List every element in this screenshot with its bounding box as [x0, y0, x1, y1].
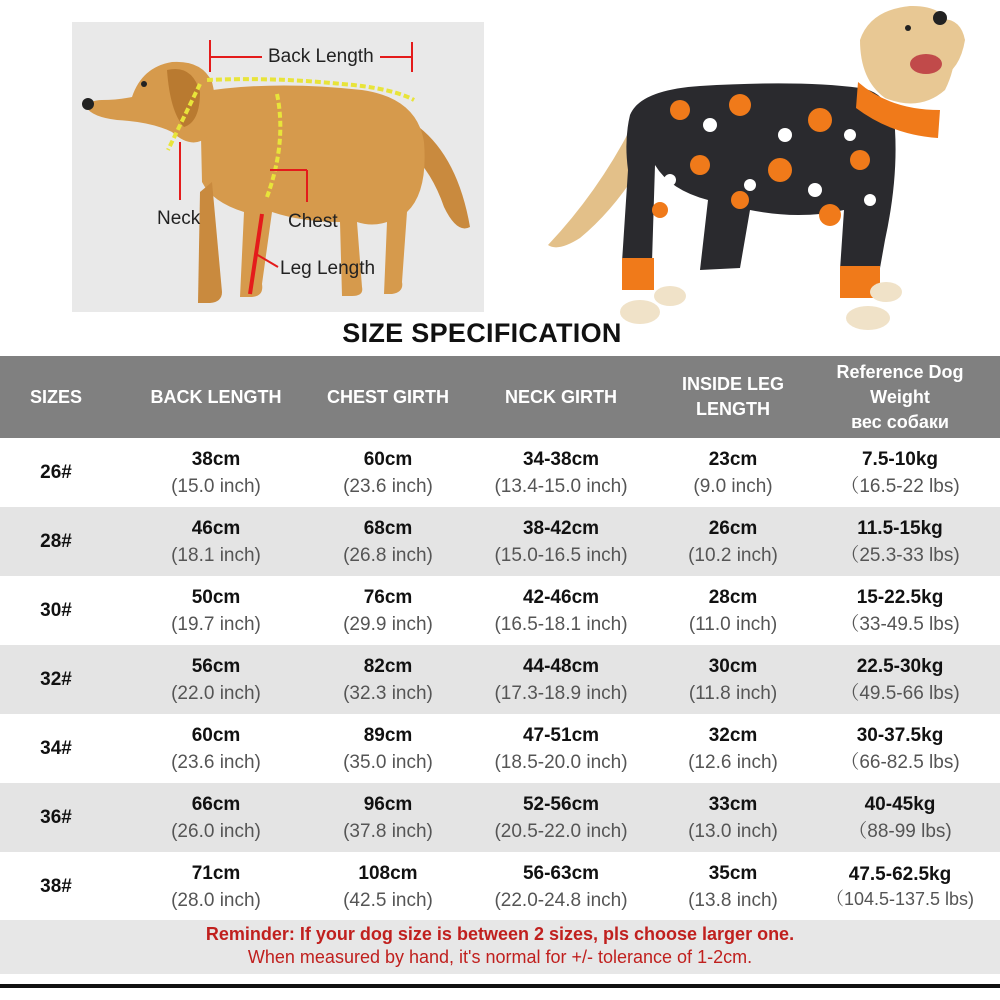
leg-cm: 35cm	[708, 862, 758, 884]
chest-cm: 68cm	[363, 517, 413, 539]
weight-lbs: （88-99 lbs)	[848, 820, 952, 842]
header-weight-line1: Reference Dog	[836, 361, 964, 382]
weight-kg: 22.5-30kg	[856, 655, 944, 677]
back-inch: (15.0 inch)	[171, 475, 261, 497]
back-cm: 71cm	[191, 862, 241, 884]
table-row	[0, 714, 1000, 783]
chest-inch: (32.3 inch)	[343, 682, 433, 704]
reminder-size-note: Reminder: If your dog size is between 2 sizes, pls choose larger one.	[205, 924, 795, 944]
reminder-box	[0, 920, 1000, 974]
chest-girth-cell	[320, 438, 456, 507]
size-cell: 36#	[0, 783, 112, 852]
weight-cell	[800, 576, 1000, 645]
header-reference-weight	[800, 356, 1000, 438]
neck-girth-cell	[456, 507, 666, 576]
neck-cm: 52-56cm	[522, 793, 600, 815]
leg-inch: (11.8 inch)	[688, 682, 778, 704]
neck-inch: (16.5-18.1 inch)	[494, 613, 628, 635]
leg-length-label: Leg Length	[280, 258, 376, 279]
size-specification-title: SIZE SPECIFICATION	[342, 318, 622, 348]
leg-length-cell	[666, 714, 800, 783]
back-length-cell	[112, 576, 320, 645]
table-row	[0, 783, 1000, 852]
weight-cell	[800, 852, 1000, 921]
leg-length-cell	[666, 645, 800, 714]
leg-cm: 32cm	[708, 724, 758, 746]
size-cell: 32#	[0, 645, 112, 714]
weight-lbs: （66-82.5 lbs)	[840, 751, 960, 773]
neck-cm: 47-51cm	[522, 724, 600, 746]
leg-cm: 23cm	[708, 448, 758, 470]
back-length-cell	[112, 852, 320, 921]
header-inside-leg-line1: INSIDE LEG	[681, 374, 784, 394]
leg-inch: (11.0 inch)	[688, 613, 778, 635]
weight-cell	[800, 507, 1000, 576]
back-cm: 50cm	[191, 586, 241, 608]
back-cm: 38cm	[191, 448, 241, 470]
back-length-cell	[112, 783, 320, 852]
leg-cm: 33cm	[708, 793, 758, 815]
chest-cm: 96cm	[363, 793, 413, 815]
weight-cell	[800, 783, 1000, 852]
chest-cm: 76cm	[363, 586, 413, 608]
header-back-length: BACK LENGTH	[112, 356, 320, 438]
neck-cm: 34-38cm	[522, 448, 600, 470]
leg-inch: (9.0 inch)	[693, 475, 773, 497]
header-chest-girth: CHEST GIRTH	[320, 356, 456, 438]
back-inch: (26.0 inch)	[171, 820, 261, 842]
weight-kg: 7.5-10kg	[861, 448, 939, 470]
neck-girth-cell	[456, 576, 666, 645]
neck-girth-cell	[456, 852, 666, 921]
neck-cm: 44-48cm	[522, 655, 600, 677]
chest-inch: (23.6 inch)	[343, 475, 433, 497]
back-cm: 66cm	[191, 793, 241, 815]
neck-girth-cell	[456, 438, 666, 507]
header-weight-line3: вес собаки	[851, 411, 949, 432]
header-neck-girth: NECK GIRTH	[456, 356, 666, 438]
chest-cm: 89cm	[363, 724, 413, 746]
back-inch: (28.0 inch)	[171, 889, 261, 911]
reminder-tolerance-note: When measured by hand, it's normal for +/- tolerance of 1-2cm.	[247, 947, 753, 967]
weight-lbs: （33-49.5 lbs)	[840, 613, 960, 635]
back-inch: (22.0 inch)	[171, 682, 261, 704]
neck-cm: 56-63cm	[522, 862, 600, 884]
back-length-cell	[112, 507, 320, 576]
neck-inch: (15.0-16.5 inch)	[494, 544, 628, 566]
leg-length-cell	[666, 852, 800, 921]
weight-kg: 47.5-62.5kg	[848, 863, 952, 885]
leg-cm: 30cm	[708, 655, 758, 677]
chest-cm: 108cm	[358, 862, 418, 884]
table-row	[0, 507, 1000, 576]
neck-inch: (18.5-20.0 inch)	[494, 751, 628, 773]
neck-inch: (20.5-22.0 inch)	[494, 820, 628, 842]
back-inch: (19.7 inch)	[171, 613, 261, 635]
back-inch: (23.6 inch)	[171, 751, 261, 773]
chest-girth-cell	[320, 576, 456, 645]
neck-cm: 38-42cm	[522, 517, 600, 539]
weight-kg: 15-22.5kg	[856, 586, 944, 608]
size-cell: 28#	[0, 507, 112, 576]
bottom-divider	[0, 984, 1000, 988]
chest-inch: (26.8 inch)	[343, 544, 433, 566]
back-length-cell	[112, 438, 320, 507]
leg-length-cell	[666, 438, 800, 507]
size-cell: 26#	[0, 438, 112, 507]
chest-inch: (37.8 inch)	[343, 820, 433, 842]
neck-girth-cell	[456, 783, 666, 852]
dog-in-pajamas-photo	[540, 0, 1000, 340]
weight-cell	[800, 645, 1000, 714]
chest-cm: 82cm	[363, 655, 413, 677]
back-cm: 60cm	[191, 724, 241, 746]
chest-label: Chest	[288, 211, 338, 232]
neck-girth-cell	[456, 714, 666, 783]
leg-inch: (13.0 inch)	[688, 820, 778, 842]
back-inch: (18.1 inch)	[171, 544, 261, 566]
leg-length-cell	[666, 507, 800, 576]
weight-cell	[800, 438, 1000, 507]
weight-lbs: （49.5-66 lbs)	[840, 682, 960, 704]
chest-girth-cell	[320, 852, 456, 921]
chest-cm: 60cm	[363, 448, 413, 470]
weight-cell	[800, 714, 1000, 783]
leg-inch: (12.6 inch)	[688, 751, 778, 773]
header-inside-leg-length	[666, 356, 800, 438]
header-inside-leg-line2: LENGTH	[696, 399, 770, 419]
leg-inch: (13.8 inch)	[688, 889, 778, 911]
neck-inch: (22.0-24.8 inch)	[494, 889, 628, 911]
back-cm: 56cm	[191, 655, 241, 677]
size-cell: 38#	[0, 852, 112, 921]
chest-girth-cell	[320, 645, 456, 714]
size-cell: 30#	[0, 576, 112, 645]
product-illustration	[0, 0, 1000, 352]
pajama-dog-illustration	[540, 0, 1000, 340]
table-header-row	[0, 356, 1000, 438]
size-cell: 34#	[0, 714, 112, 783]
table-row	[0, 576, 1000, 645]
leg-inch: (10.2 inch)	[688, 544, 778, 566]
chest-girth-cell	[320, 507, 456, 576]
back-cm: 46cm	[191, 517, 241, 539]
neck-girth-cell	[456, 645, 666, 714]
weight-lbs: （25.3-33 lbs)	[840, 544, 960, 566]
weight-lbs: （104.5-137.5 lbs)	[825, 888, 975, 909]
table-row	[0, 645, 1000, 714]
header-sizes: SIZES	[0, 356, 112, 438]
leg-length-cell	[666, 576, 800, 645]
back-length-label: Back Length	[268, 46, 374, 67]
weight-kg: 40-45kg	[864, 793, 936, 815]
table-row	[0, 438, 1000, 507]
weight-lbs: （16.5-22 lbs)	[840, 475, 960, 497]
size-table	[0, 356, 1000, 921]
weight-kg: 30-37.5kg	[856, 724, 944, 746]
back-length-cell	[112, 714, 320, 783]
leg-cm: 28cm	[708, 586, 758, 608]
neck-inch: (13.4-15.0 inch)	[494, 475, 628, 497]
neck-label: Neck	[157, 208, 201, 229]
table-row	[0, 852, 1000, 921]
weight-kg: 11.5-15kg	[857, 517, 943, 539]
back-length-cell	[112, 645, 320, 714]
neck-cm: 42-46cm	[522, 586, 600, 608]
chest-inch: (35.0 inch)	[343, 751, 433, 773]
chest-inch: (29.9 inch)	[343, 613, 433, 635]
neck-inch: (17.3-18.9 inch)	[494, 682, 628, 704]
header-weight-line2: Weight	[870, 386, 930, 407]
measurement-diagram	[72, 22, 484, 312]
chest-girth-cell	[320, 783, 456, 852]
leg-cm: 26cm	[708, 517, 758, 539]
chest-girth-cell	[320, 714, 456, 783]
chest-inch: (42.5 inch)	[343, 889, 433, 911]
leg-length-cell	[666, 783, 800, 852]
